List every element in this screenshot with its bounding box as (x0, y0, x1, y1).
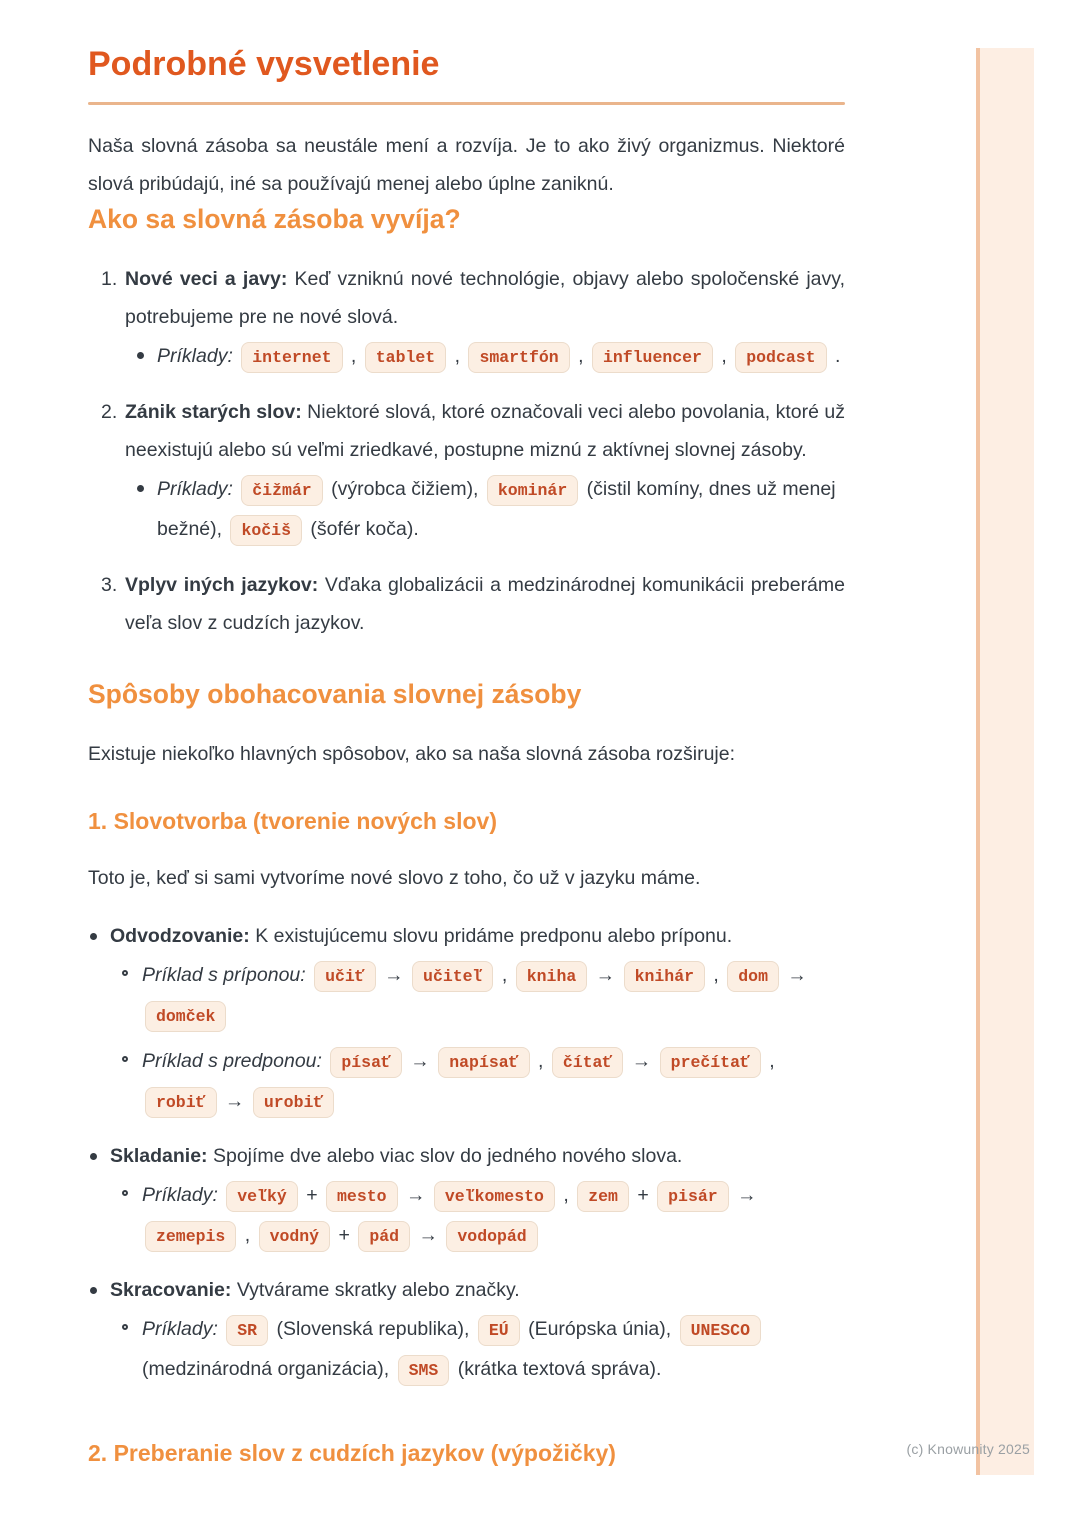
bullet-text: Skladanie: Spojíme dve alebo viac slov do jedného nového slova. (110, 1144, 683, 1167)
inline-text: , (449, 344, 466, 367)
inline-text: (Európska únia), (522, 1317, 677, 1340)
inline-text: , (532, 1049, 549, 1072)
bullet-marker (135, 469, 157, 549)
inline-text: (čistil komíny, dnes už menej bežné), (157, 477, 836, 540)
code-tag: robiť (145, 1087, 217, 1119)
section-heading-evolution: Ako sa slovná zásoba vyvíja? (88, 203, 461, 234)
code-tag: SMS (398, 1355, 450, 1387)
inline-text: (krátka textová správa). (452, 1357, 662, 1380)
sub-bullet-marker (120, 1041, 142, 1121)
code-tag: urobiť (253, 1087, 334, 1119)
inline-text: . (829, 344, 841, 367)
examples-line (142, 1175, 845, 1255)
examples-row (125, 336, 845, 376)
inline-text: → (782, 963, 807, 986)
item-label: Zánik starých slov: (125, 400, 302, 423)
code-tag: zemepis (145, 1221, 236, 1253)
code-tag: kominár (487, 475, 578, 507)
sub-bullet-prefix (110, 1041, 845, 1121)
code-tag: tablet (365, 342, 446, 374)
inline-text: → (378, 963, 410, 986)
code-tag: písať (330, 1047, 402, 1079)
inline-text: (medzinárodná organizácia), (142, 1357, 395, 1380)
code-tag: UNESCO (680, 1315, 761, 1347)
numbered-item-3 (88, 566, 845, 642)
code-tag: napísať (438, 1047, 529, 1079)
code-tag: SR (226, 1315, 268, 1347)
bullet-label: Skracovanie: (110, 1278, 232, 1301)
intro-paragraph: Naša slovná zásoba sa neustále mení a rozvíja. Je to ako živý organizmus. Niektoré slová pribúdajú, iné sa používajú menej alebo úplne zaniknú. (88, 134, 845, 195)
code-tag: pisár (657, 1181, 729, 1213)
section-heading-enrichment: Spôsoby obohacovania slovnej zásoby (88, 678, 582, 709)
code-tag: učiť (314, 961, 376, 993)
code-tag: čítať (552, 1047, 624, 1079)
inline-text: → (400, 1183, 431, 1206)
inline-text: → (626, 1049, 657, 1072)
bullet-compounding (88, 1137, 845, 1255)
examples-line (142, 1309, 845, 1389)
sub-bullet-marker (120, 1175, 142, 1255)
inline-text: , (715, 344, 733, 367)
inline-text: , (345, 344, 362, 367)
bullet-derivation (88, 917, 845, 1121)
inline-text: (Slovenská republika), (271, 1317, 475, 1340)
subsection-heading-word-formation: 1. Slovotvorba (tvorenie nových slov) (88, 808, 497, 835)
item-number: 1. (101, 267, 118, 290)
title-rule (88, 102, 845, 105)
code-tag: EÚ (478, 1315, 520, 1347)
inline-text: , (239, 1223, 256, 1246)
code-tag: čižmár (241, 475, 322, 507)
code-tag: internet (241, 342, 342, 374)
examples-row (125, 469, 845, 549)
examples-label: Príklady: (142, 1317, 224, 1340)
code-tag: vodný (259, 1221, 331, 1253)
code-tag: domček (145, 1001, 226, 1033)
decorative-side-strip (976, 48, 1034, 1475)
inline-text: → (590, 963, 621, 986)
inline-text: + (300, 1183, 324, 1206)
code-tag: pád (358, 1221, 410, 1253)
code-tag: knihár (624, 961, 705, 993)
sub-bullet-marker (120, 955, 142, 1035)
document-content (88, 44, 845, 1491)
sub-bullet-marker (120, 1309, 142, 1389)
enrichment-intro: Existuje niekoľko hlavných spôsobov, ako sa naša slovná zásoba rozširuje: (88, 743, 736, 766)
bullet-marker (135, 336, 157, 376)
code-tag: kniha (516, 961, 588, 993)
code-tag: smartfón (468, 342, 569, 374)
code-tag: kočiš (230, 515, 302, 547)
bullet-text: Odvodzovanie: K existujúcemu slovu pridáme predponu alebo príponu. (110, 924, 733, 947)
page-title: Podrobné vysvetlenie (88, 45, 440, 83)
inline-text: + (631, 1183, 655, 1206)
examples-label: Príklady: (157, 344, 239, 367)
code-tag: influencer (592, 342, 713, 374)
inline-text: → (219, 1089, 250, 1112)
sub-bullet-examples (110, 1309, 845, 1389)
bullet-abbreviation (88, 1271, 845, 1389)
inline-text: , (572, 344, 589, 367)
item-number: 3. (101, 573, 118, 596)
bullet-label: Skladanie: (110, 1144, 208, 1167)
inline-text: (šofér koča). (304, 517, 419, 540)
examples-label: Príklady: (157, 477, 239, 500)
code-tag: zem (577, 1181, 629, 1213)
examples-line (157, 469, 845, 549)
inline-text: + (333, 1223, 356, 1246)
inline-text: , (496, 963, 513, 986)
item-text: Vplyv iných jazykov: Vďaka globalizácii a medzinárodnej komunikácii preberáme veľa slov z cudzích jazykov. (125, 573, 845, 634)
bullet-marker (88, 1271, 110, 1389)
inline-text: , (557, 1183, 575, 1206)
inline-text: → (404, 1049, 436, 1072)
item-number: 2. (101, 400, 118, 423)
sub-bullet-examples (110, 1175, 845, 1255)
item-text: Zánik starých slov: Niektoré slová, ktoré označovali veci alebo povolania, ktoré už neexistujú alebo sú veľmi zriedkavé, postupne miznú z aktívnej slovnej zásoby. (125, 400, 846, 461)
code-tag: dom (727, 961, 779, 993)
examples-line (142, 1041, 845, 1121)
numbered-list (88, 260, 845, 642)
bullet-marker (88, 917, 110, 1121)
inline-text: (výrobca čižiem), (325, 477, 484, 500)
code-tag: veľkomesto (434, 1181, 555, 1213)
code-tag: podcast (735, 342, 826, 374)
item-label: Nové veci a javy: (125, 267, 288, 290)
inline-text: , (763, 1049, 775, 1072)
word-formation-intro: Toto je, keď si sami vytvoríme nové slovo z toho, čo už v jazyku máme. (88, 866, 701, 889)
bullet-list (88, 917, 845, 1389)
examples-label: Príklad s predponou: (142, 1049, 328, 1072)
inline-text: → (731, 1183, 757, 1206)
numbered-item-1 (88, 260, 845, 376)
examples-label: Príklad s príponou: (142, 963, 312, 986)
inline-text: , (708, 963, 725, 986)
code-tag: vodopád (446, 1221, 537, 1253)
examples-line (157, 336, 840, 376)
bullet-label: Odvodzovanie: (110, 924, 250, 947)
code-tag: veľký (226, 1181, 298, 1213)
watermark: (c) Knowunity 2025 (906, 1441, 1030, 1457)
code-tag: učiteľ (412, 961, 493, 993)
item-text: Nové veci a javy: Keď vzniknú nové technológie, objavy alebo spoločenské javy, potrebujeme pre ne nové slová. (125, 267, 845, 328)
examples-label: Príklady: (142, 1183, 224, 1206)
bullet-marker (88, 1137, 110, 1255)
code-tag: mesto (326, 1181, 398, 1213)
inline-text: → (413, 1223, 444, 1246)
code-tag: prečítať (660, 1047, 761, 1079)
subsection-heading-borrowing: 2. Preberanie slov z cudzích jazykov (výpožičky) (88, 1439, 616, 1466)
bullet-text: Skracovanie: Vytvárame skratky alebo značky. (110, 1278, 520, 1301)
examples-line (142, 955, 845, 1035)
numbered-item-2 (88, 393, 845, 549)
sub-bullet-suffix (110, 955, 845, 1035)
item-label: Vplyv iných jazykov: (125, 573, 319, 596)
